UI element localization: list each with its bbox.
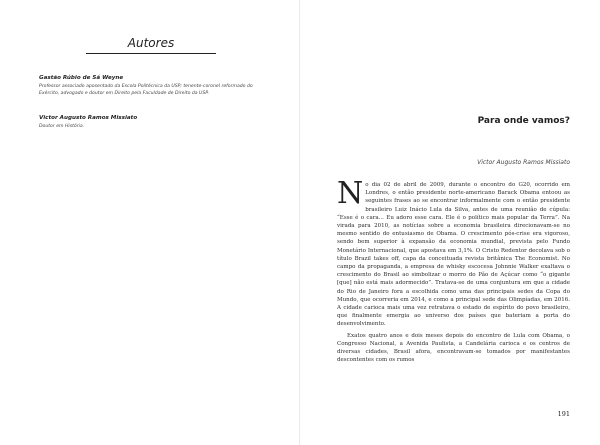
author-bio: Professor associado aposentado da Escola Politécnica da USP; tenente-coronel reformado do Exército, advogado e doutor em Direito pela Faculdade de Direito da USP. (39, 84, 253, 97)
right-page (300, 0, 600, 445)
section-title: Autores (127, 36, 175, 50)
author-entry (39, 75, 261, 98)
article-author: Victor Augusto Ramos Missiato (477, 159, 570, 166)
page-number: 191 (557, 410, 570, 418)
article-body (337, 176, 570, 367)
paragraph-text: o dia 02 de abril de 2009, durante o encontro do G20, ocorrido em Londres, o então presidente norte-americano Barack Obama entoou as seguintes frases ao se encontrar informalmente com o então presidente brasileiro Luiz Inácio Lula da Silva, antes de uma reunião de cúpula: “Esse é o cara... Eu adoro esse cara. Ele é o político mais popular da Terra”. Na virada para 2010, as notícias sobre a economia brasileira direcionavam-se no mesmo sentido do entusiasmo de Obama. O crescimento pós-crise era vigoroso, sendo bem superior à expansão da economia mundial, prevista pelo Fundo Monetário Internacional, que apostava em 3,1%. O Cristo Redentor decolava sob o título Brazil takes off, capa da conceituada revista britânica The Economist. No campo da propaganda, a empresa de whisky escocesa Johnnie Walker exaltava o crescimento do Brasil ao simbolizar o morro do Pão de Açúcar como “o gigante [que] não está mais adormecido”. Tratava-se de uma conjuntura em que a cidade do Rio de Janeiro fora a escolhida como uma das principais sedes da Copa do Mundo, que ocorreria em 2014, e como a principal sede das Olimpíadas, em 2016. A cidade carioca mais uma vez retratava o estado de espírito do povo brasileiro, que finalmente emergia ao universo dos países que bateriam a porta do desenvolvimento. (337, 182, 570, 328)
section-title-rule (86, 53, 216, 54)
paragraph (337, 176, 570, 329)
author-bio: Doutor em História. (39, 124, 85, 129)
author-name: Gastão Rúbio de Sá Weyne (39, 75, 124, 81)
author-entry (39, 115, 261, 130)
author-name: Victor Augusto Ramos Missiato (39, 115, 138, 121)
paragraph: Exatos quatro anos e dois meses depois do encontro de Lula com Obama, o Congresso Nacional, a Avenida Paulista, a Candelária carioca e os centros de diversas cidades, Brasil afora, encontravam-se tomados por manifestantes descontentes com os rumos (337, 332, 570, 364)
drop-cap: N (337, 176, 364, 211)
article-title: Para onde vamos? (477, 116, 570, 126)
